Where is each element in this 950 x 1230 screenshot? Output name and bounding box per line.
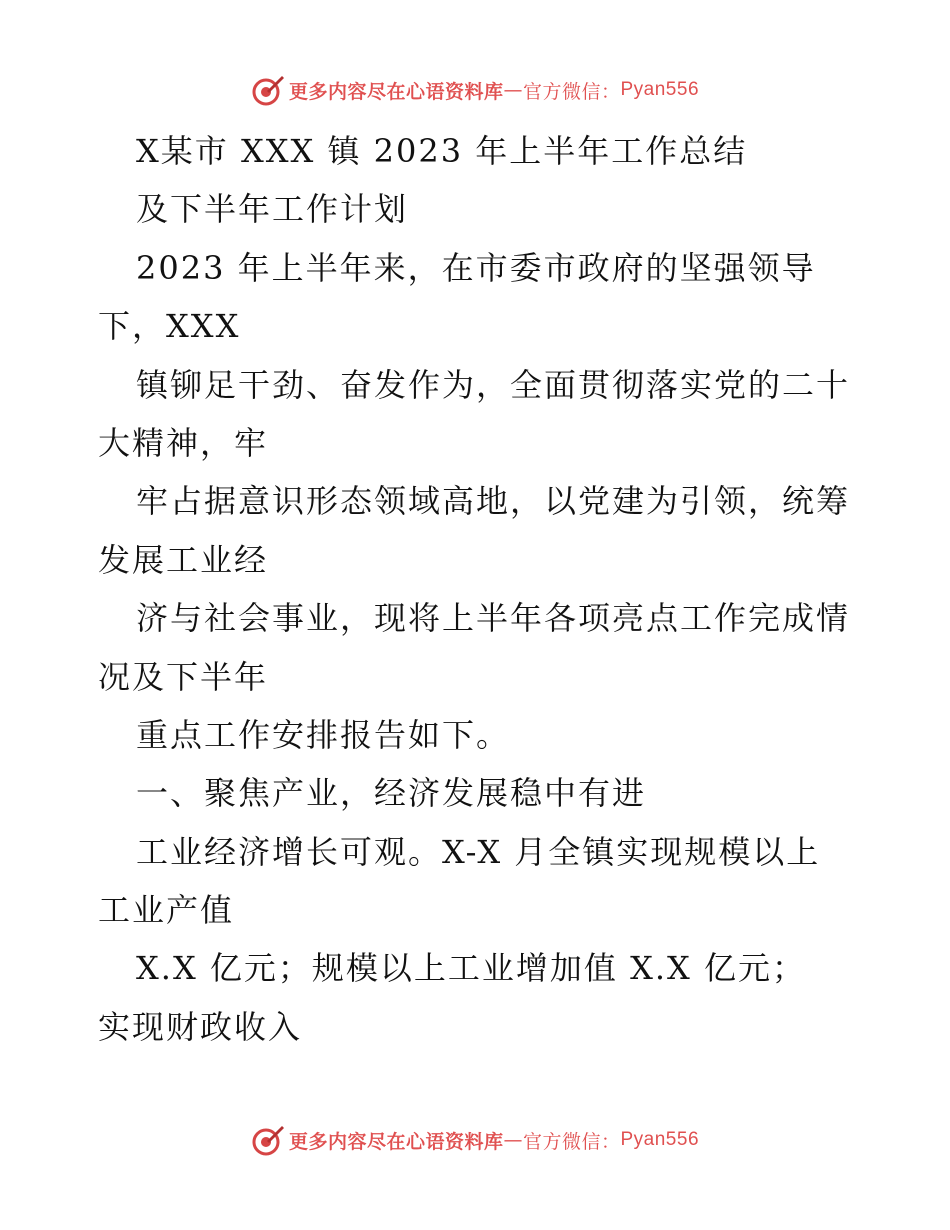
text-line: 况及下半年 xyxy=(98,657,269,696)
watermark-site-text: 更多内容尽在心语资料库 xyxy=(288,80,504,103)
text-line: 及下半年工作计划 xyxy=(136,190,409,229)
text-line: 下，XXX xyxy=(98,307,241,346)
text-line: X某市 XXX 镇 2023 年上半年工作总结 xyxy=(136,132,748,170)
quill-logo-icon xyxy=(251,73,285,107)
text-line: 大精神，牢 xyxy=(98,423,269,462)
watermark-wechat-label: 官方微信： xyxy=(522,80,621,103)
watermark-wechat-id: Pyan556 xyxy=(620,79,700,100)
watermark-dash: — xyxy=(503,79,523,101)
text-line: 工业产值 xyxy=(98,891,235,930)
text-line: X.X 亿元；规模以上工业增加值 X.X 亿元； xyxy=(136,949,806,988)
watermark-dash: — xyxy=(503,1129,523,1151)
watermark-wechat-label: 官方微信： xyxy=(522,1130,621,1153)
document-body xyxy=(98,122,858,1056)
watermark-wechat-id: Pyan556 xyxy=(620,1129,700,1150)
text-line: 重点工作安排报告如下。 xyxy=(136,715,511,754)
text-line: 实现财政收入 xyxy=(98,1007,303,1046)
text-line: 工业经济增长可观。X-X 月全镇实现规模以上 xyxy=(136,832,821,871)
text-line: 镇铆足干劲、奋发作为，全面贯彻落实党的二十 xyxy=(136,365,851,404)
text-line: 牢占据意识形态领域高地，以党建为引领，统筹 xyxy=(136,482,851,521)
text-line: 发展工业经 xyxy=(98,540,269,579)
text-line: 济与社会事业，现将上半年各项亮点工作完成情 xyxy=(136,599,851,638)
footer-watermark xyxy=(0,1120,950,1160)
header-watermark xyxy=(0,70,950,110)
text-line: 一、聚焦产业，经济发展稳中有进 xyxy=(136,774,647,813)
quill-logo-icon xyxy=(251,1123,285,1157)
watermark-site-text: 更多内容尽在心语资料库 xyxy=(288,1130,504,1153)
text-line: 2023 年上半年来，在市委市政府的坚强领导 xyxy=(136,248,816,287)
